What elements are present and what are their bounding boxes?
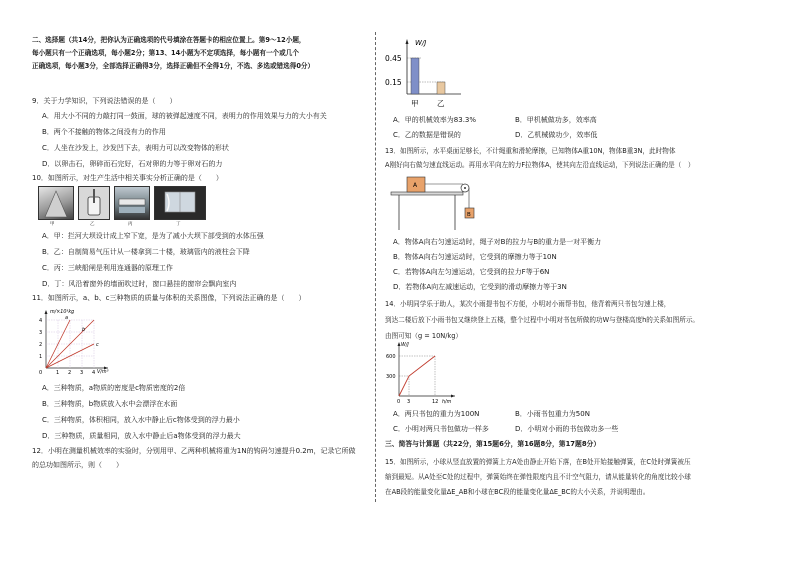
q13-option-c: C．若物体A向左匀速运动，它受到的拉力F等于6N [393, 268, 550, 276]
wh-x-tick-3: 3 [407, 399, 411, 405]
q12-option-b: B．甲机械做功多，效率高 [515, 116, 597, 124]
photo-shiplock [114, 186, 150, 220]
q15-line2: 缩到最短。从A处至C处的过程中，弹簧始终在弹性限度内且不计空气阻力，请从能量转化的角度比较小球 [385, 473, 691, 481]
q11-stem: 11．如图所示，a、b、c三种物质的质量与体积的关系图像，下列说法正确的是（ ） [32, 294, 306, 302]
q14-stem-line1: 14．小明同学乐于助人，某次小雨提书包不方便，小明对小雨帮书包，他背着两只书包匀速上楼， [385, 300, 671, 308]
wh-x-tick-12: 12 [432, 399, 439, 405]
q10-option-a: A．甲：拦河大坝设计成上窄下宽，是为了减小大坝下部受到的水体压强 [42, 232, 264, 240]
q12-option-a: A．甲的机械效率为83.3% [393, 116, 477, 124]
section2-heading-line2: 每小题只有一个正确选项，每小题2分；第13、14小题为不定项选择，每小题有一个或几个 [32, 49, 299, 57]
photo-label-jia: 甲 [50, 222, 55, 227]
mv-series-b: b [82, 327, 86, 333]
q12-option-d: D．乙机械做功少，效率低 [515, 131, 598, 139]
q10-figure [38, 186, 218, 228]
q13-option-d: D．若物体A向左减速运动，它受到的滑动摩擦力等于3N [393, 283, 567, 291]
section2-heading-line1: 二、选择题（共14分，把你认为正确选项的代号填涂在答题卡的相应位置上。第9～12小题， [32, 36, 306, 44]
q14-option-c: C．小明对两只书包做功一样多 [393, 425, 489, 433]
bar-cat-yi: 乙 [437, 99, 445, 108]
q9-option-d: D．以卵击石，卵碎而石完好，石对卵的力等于卵对石的力 [42, 160, 223, 168]
column-divider [375, 32, 376, 502]
q10-stem: 10．如图所示，对生产生活中相关事实分析正确的是（ ） [32, 174, 223, 182]
q13-option-b: B．物体A向右匀速运动时，它受到的摩擦力等于10N [393, 253, 557, 261]
wh-x-label: h/m [442, 400, 452, 405]
wh-x-tick-0: 0 [397, 399, 401, 405]
q9-option-c: C．人坐在沙发上，沙发凹下去，表明力可以改变物体的形状 [42, 144, 229, 152]
q13-option-a: A．物体A向右匀速运动时，绳子对B的拉力与B的重力是一对平衡力 [393, 238, 602, 246]
bar-cat-jia: 甲 [411, 99, 419, 108]
q12-option-c: C．乙的数据是错误的 [393, 131, 461, 139]
bar-yi [437, 82, 445, 94]
block-b-label: B [467, 212, 471, 218]
mv-x-tick-0: 0 [39, 370, 43, 374]
wh-y-tick-300: 300 [386, 374, 396, 380]
photo-label-yi: 乙 [90, 222, 95, 227]
wh-y-tick-600: 600 [386, 354, 396, 360]
mv-series-c: c [96, 342, 99, 348]
mv-x-tick-3: 3 [80, 370, 84, 374]
q12-stem-line2: 的总功如图所示，则（ ） [32, 461, 123, 469]
q14-option-d: D．小明对小雨的书包做功多一些 [515, 425, 619, 433]
bar-tick-045: 0.45 [385, 54, 402, 63]
mv-y-tick-3: 3 [39, 330, 43, 336]
q15-line1: 15．如图所示，小球从竖直放置的弹簧上方A处由静止开始下落，在B处开始接触弹簧，在C处时弹簧被压 [385, 458, 691, 466]
q11-option-c: C．三种物质，体积相同，放入水中静止后c物体受到的浮力最小 [42, 416, 240, 424]
block-a-label: A [413, 182, 418, 189]
bar-y-label: W/J [415, 39, 427, 47]
work-bar-chart [385, 36, 475, 112]
photo-label-bing: 丙 [128, 222, 133, 227]
mv-y-label: m/×10³kg [50, 310, 75, 315]
q13-stem-line2: A刚好向右做匀速直线运动。再用水平向左的力F拉物体A，使其向左沿直线运动，下列说法正确的是（ ） [385, 161, 695, 169]
pulley-figure [389, 172, 481, 232]
q11-option-a: A．三种物质，a物质的密度是c物质密度的2倍 [42, 384, 186, 392]
q14-stem-line3: 由图可知（g = 10N/kg） [385, 332, 463, 340]
wh-y-label: W/J [401, 343, 409, 348]
q11-option-d: D．三种物质，质量相同，放入水中静止后a物体受到的浮力最大 [42, 432, 241, 440]
bar-jia [411, 58, 419, 94]
photo-window [154, 186, 206, 220]
q10-option-b: B．乙：自制简易气压计从一楼拿到二十楼，玻璃管内的液柱会下降 [42, 248, 250, 256]
q13-stem-line1: 13．如图所示，水平桌面足够长，不计绳重和滑轮摩擦，已知物体A重10N，物体B重3N，此时物体 [385, 147, 676, 155]
photo-dam [38, 186, 74, 220]
section3-heading: 三、简答与计算题（共22分，第15题6分，第16题8分，第17题8分） [385, 440, 601, 448]
mv-x-tick-4: 4 [92, 370, 96, 374]
q9-stem: 9．关于力学知识，下列说法错误的是（ ） [32, 97, 177, 105]
mv-y-tick-2: 2 [39, 342, 43, 348]
mv-chart [34, 306, 114, 374]
q11-option-b: B．三种物质，b物质放入水中会漂浮在水面 [42, 400, 178, 408]
q15-line3: 在AB段的能量变化量ΔE_AB和小球在BC段的能量变化量ΔE_BC的大小关系，并说明理由。 [385, 488, 650, 496]
q14-option-b: B．小雨书包重力为50N [515, 410, 590, 418]
q9-option-b: B．两个不接触的物体之间没有力的作用 [42, 128, 166, 136]
mv-y-tick-4: 4 [39, 318, 43, 324]
q14-stem-line2: 到达二楼后放下小雨书包又继续登上五楼，整个过程中小明对书包所做的功W与登楼高度h的关系如图所示。 [385, 316, 700, 324]
q10-option-d: D．丁：风沿着窗外的墙面吹过时，窗口悬挂的窗帘会飘向室内 [42, 280, 237, 288]
q9-option-a: A．用大小不同的力敲打同一鼓面，球的被弹起速度不同，表明力的作用效果与力的大小有关 [42, 112, 327, 120]
photo-barometer [78, 186, 110, 220]
mv-x-tick-1: 1 [56, 370, 60, 374]
q14-option-a: A．两只书包的重力为100N [393, 410, 480, 418]
mv-x-tick-2: 2 [68, 370, 72, 374]
photo-label-ding: 丁 [176, 222, 181, 227]
mv-y-tick-1: 1 [39, 354, 43, 360]
wh-chart [385, 340, 461, 406]
section2-heading-line3: 正确选项，每小题3分，全部选择正确得3分，选择正确但不全得1分，不选、多选或错选得0分） [32, 62, 315, 70]
mv-x-label: V/m³ [97, 370, 109, 374]
mv-series-a: a [65, 315, 69, 321]
bar-tick-015: 0.15 [385, 78, 402, 87]
q12-stem-line1: 12．小明在测量机械效率的实验时，分别用甲、乙两种机械将重为1N的钩码匀速提升0.2m，记录它所做 [32, 447, 356, 455]
q10-option-c: C．丙：三峡船闸是利用连通器的原理工作 [42, 264, 173, 272]
